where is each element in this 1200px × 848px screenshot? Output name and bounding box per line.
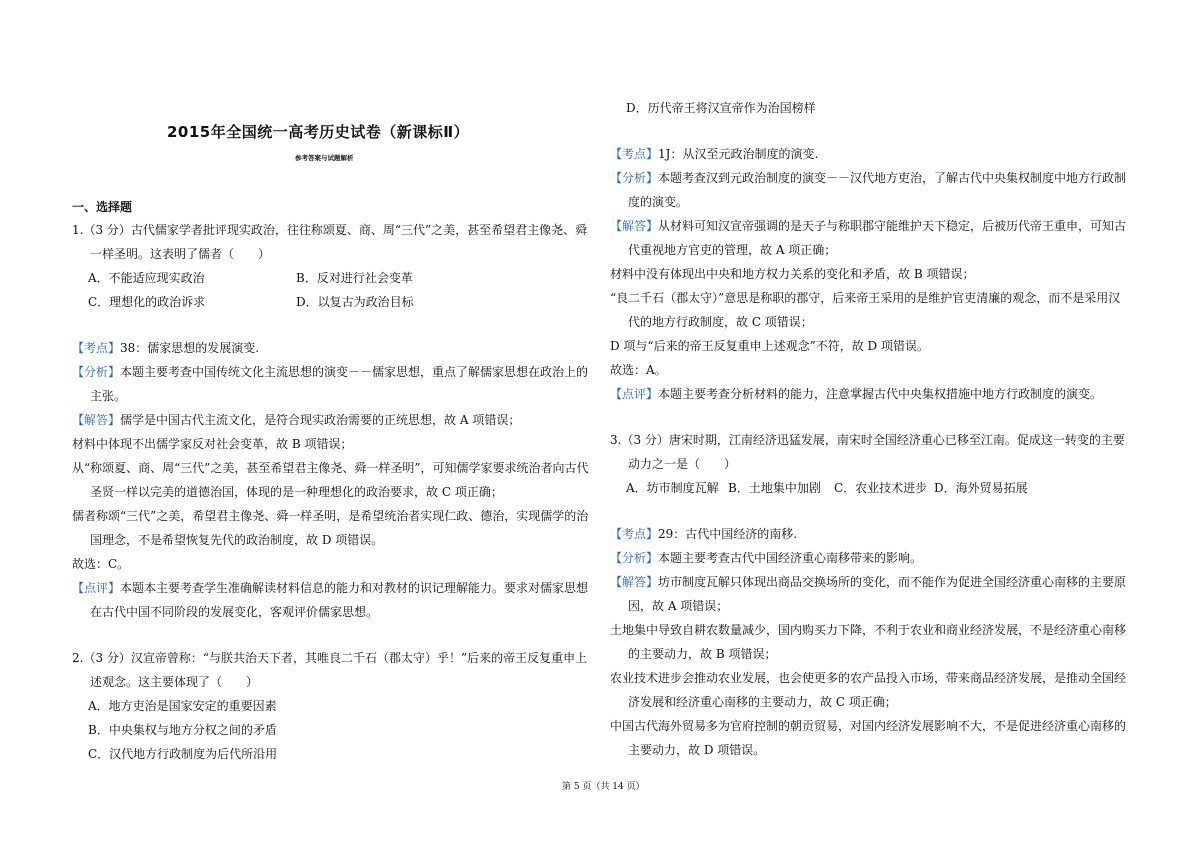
q2-answer: 故选：A。 <box>610 363 667 377</box>
q1-explain-d2: 国理念，不是希望恢复先代的政治制度，故 D 项错误。 <box>90 533 384 547</box>
q1-option-a[interactable]: A．不能适应现实政治 <box>88 271 205 285</box>
page-footer: 第 5 页（共 14 页） <box>562 782 645 792</box>
q1-kaodian: 【考点】38：儒家思想的发展演变. <box>72 341 260 355</box>
q1-option-d[interactable]: D．以复古为政治目标 <box>296 295 414 309</box>
q2-option-c[interactable]: C．汉代地方行政制度为后代所沿用 <box>88 747 278 761</box>
fenxi-tag: 【分析】 <box>610 171 659 185</box>
q1-dianping-line2: 在古代中国不同阶段的发展变化，客观评价儒家思想。 <box>90 605 379 619</box>
q2-stem-line1: 2.（3 分）汉宣帝曾称：“与朕共治天下者，其唯良二千石（郡太守）乎！”后来的帝王反复重申上 <box>72 651 588 665</box>
fenxi-tag: 【分析】 <box>610 551 659 565</box>
q3-option-b[interactable]: B．土地集中加剧 <box>728 481 821 495</box>
q2-stem-line2: 述观念。这主要体现了（ ） <box>90 675 259 689</box>
q1-explain-c1: 从“称颂夏、商、周“三代”之美，甚至希望君主像尧、舜一样圣明”，可知儒学家要求统治者向古代 <box>72 461 589 475</box>
q2-kaodian: 【考点】1J：从汉至元政治制度的演变. <box>610 147 819 161</box>
q1-stem-line2: 一样圣明。这表明了儒者（ ） <box>90 247 271 261</box>
q2-explain-d: D 项与“后来的帝王反复重申上述观念”不符，故 D 项错误。 <box>610 339 929 353</box>
q3-explain-b1: 土地集中导致自耕农数量减少，国内购买力下降，不利于农业和商业经济发展，不是经济重心南移 <box>610 623 1127 637</box>
q3-jieda: 【解答】坊市制度瓦解只体现出商品交换场所的变化，而不能作为促进全国经济重心南移的主要原 <box>610 575 1127 589</box>
q3-option-d[interactable]: D．海外贸易拓展 <box>934 481 1028 495</box>
q1-option-c[interactable]: C．理想化的政治诉求 <box>88 295 206 309</box>
q2-dianping: 【点评】本题主要考查分析材料的能力，注意掌握古代中央集权措施中地方行政制度的演变。 <box>610 387 1103 401</box>
section-title: 一、选择题 <box>72 200 133 214</box>
dianping-tag: 【点评】 <box>72 581 121 595</box>
q3-explain-c1: 农业技术进步会推动农业发展，也会使更多的农产品投入市场，带来商品经济发展，是推动全国经 <box>610 671 1127 685</box>
q3-explain-d1: 中国古代海外贸易多为官府控制的朝贡贸易，对国内经济发展影响不大，不是促进经济重心南移的 <box>610 719 1127 733</box>
q3-explain-b2: 的主要动力，故 B 项错误； <box>628 647 777 661</box>
jieda-tag: 【解答】 <box>72 413 121 427</box>
q3-option-a[interactable]: A．坊市制度瓦解 <box>626 481 719 495</box>
q2-explain-c2: 代的地方行政制度，故 C 项错误； <box>628 315 813 329</box>
q1-fenxi: 【分析】本题主要考查中国传统文化主流思想的演变－－儒家思想，重点了解儒家思想在政治上的 <box>72 365 589 379</box>
q1-stem-line1: 1.（3 分）古代儒家学者批评现实政治，往往称颂夏、商、周“三代”之美，甚至希望君主像尧、舜 <box>72 223 588 237</box>
q3-explain-c2: 济发展和经济重心南移的主要动力，故 C 项正确； <box>628 695 897 709</box>
q3-kaodian: 【考点】29：古代中国经济的南移. <box>610 527 798 541</box>
q2-explain-c1: “良二千石（郡太守）”意思是称职的郡守，后来帝王采用的是维护官吏清廉的观念，而不是采用汉 <box>610 291 1121 305</box>
q1-option-b[interactable]: B．反对进行社会变革 <box>296 271 413 285</box>
q3-explain-d2: 主要动力，故 D 项错误。 <box>628 743 766 757</box>
kaodian-tag: 【考点】 <box>72 341 121 355</box>
q2-fenxi: 【分析】本题考查汉到元政治制度的演变－－汉代地方吏治，了解古代中央集权制度中地方行政制 <box>610 171 1127 185</box>
q2-fenxi-line2: 度的演变。 <box>628 195 689 209</box>
q1-answer: 故选：C。 <box>72 557 130 571</box>
jieda-tag: 【解答】 <box>610 575 659 589</box>
q1-dianping: 【点评】本题本主要考查学生准确解读材料信息的能力和对教材的识记理解能力。要求对儒家思想 <box>72 581 589 595</box>
page-title: 2015年全国统一高考历史试卷（新课标Ⅱ） <box>167 123 470 141</box>
q3-jieda-line2: 因，故 A 项错误； <box>628 599 729 613</box>
q2-option-a[interactable]: A．地方吏治是国家安定的重要因素 <box>88 699 277 713</box>
q1-explain-d1: 儒者称颂“三代”之美，希望君主像尧、舜一样圣明，是希望统治者实现仁政、德治，实现儒学的治 <box>72 509 589 523</box>
q2-explain-b: 材料中没有体现出中央和地方权力关系的变化和矛盾，故 B 项错误； <box>610 267 975 281</box>
q3-fenxi: 【分析】本题主要考查古代中国经济重心南移带来的影响。 <box>610 551 923 565</box>
dianping-tag: 【点评】 <box>610 387 659 401</box>
page-subtitle: 参考答案与试题解析 <box>295 154 354 162</box>
q1-explain-c2: 圣贤一样以完美的道德治国，体现的是一种理想化的政治要求，故 C 项正确； <box>90 485 503 499</box>
q1-jieda: 【解答】儒学是中国古代主流文化，是符合现实政治需要的正统思想，故 A 项错误； <box>72 413 521 427</box>
q3-stem-line1: 3.（3 分）唐宋时期，江南经济迅猛发展，南宋时全国经济重心已移至江南。促成这一转变的主要 <box>610 433 1125 447</box>
q2-option-d[interactable]: D．历代帝王将汉宣帝作为治国榜样 <box>626 101 816 115</box>
q2-option-b[interactable]: B．中央集权与地方分权之间的矛盾 <box>88 723 277 737</box>
jieda-tag: 【解答】 <box>610 219 659 233</box>
q2-jieda: 【解答】从材料可知汉宣帝强调的是天子与称职郡守能维护天下稳定，后被历代帝王重申，可知古 <box>610 219 1127 233</box>
q3-stem-line2: 动力之一是（ ） <box>628 457 737 471</box>
q1-explain-b: 材料中体现不出儒学家反对社会变革，故 B 项错误； <box>72 437 353 451</box>
q1-fenxi-line2: 主张。 <box>90 389 127 403</box>
fenxi-tag: 【分析】 <box>72 365 121 379</box>
q3-option-c[interactable]: C．农业技术进步 <box>834 481 928 495</box>
kaodian-tag: 【考点】 <box>610 527 659 541</box>
q2-jieda-line2: 代重视地方官吏的管理，故 A 项正确； <box>628 243 837 257</box>
kaodian-tag: 【考点】 <box>610 147 659 161</box>
